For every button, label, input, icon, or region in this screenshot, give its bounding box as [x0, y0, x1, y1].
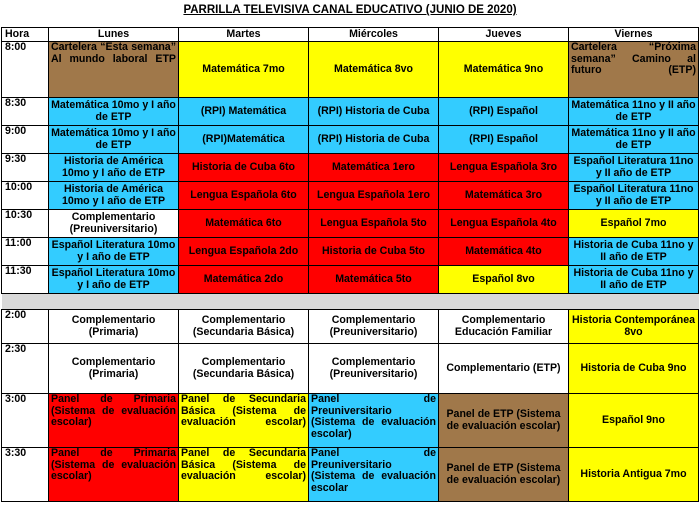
time-cell: 8:30 [2, 98, 49, 126]
program-cell-martes: (RPI)Matemática [179, 126, 309, 154]
program-cell-viernes: Historia de Cuba 11no y II año de ETP [569, 266, 699, 294]
schedule-table [1, 27, 699, 502]
schedule-row [2, 126, 699, 154]
program-cell-lunes: Panel de Primaria (Sistema de evaluación escolar) [49, 448, 179, 502]
program-cell-miercoles: Complementario (Preuniversitario) [309, 344, 439, 394]
schedule-row [2, 98, 699, 126]
program-cell-miercoles: Panel de Preuniversitario (Sistema de evaluación escolar) [309, 394, 439, 448]
header-viernes: Viernes [569, 28, 699, 42]
time-cell: 9:30 [2, 154, 49, 182]
program-cell-jueves: (RPI) Español [439, 126, 569, 154]
program-cell-lunes: Complementario (Primaria) [49, 344, 179, 394]
program-cell-lunes: Cartelera “Esta semana” Al mundo laboral ETP [49, 42, 179, 98]
schedule-row [2, 42, 699, 98]
program-cell-viernes: Español 7mo [569, 210, 699, 238]
program-cell-viernes: Historia Antigua 7mo [569, 448, 699, 502]
schedule-row [2, 182, 699, 210]
time-cell: 11:00 [2, 238, 49, 266]
schedule-row [2, 394, 699, 448]
header-martes: Martes [179, 28, 309, 42]
program-cell-miercoles: Panel de Preuniversitario (Sistema de evaluación escolar [309, 448, 439, 502]
program-cell-martes: Historia de Cuba 6to [179, 154, 309, 182]
program-cell-viernes: Historia de Cuba 9no [569, 344, 699, 394]
program-cell-martes: Matemática 2do [179, 266, 309, 294]
program-cell-jueves: Lengua Española 4to [439, 210, 569, 238]
program-cell-viernes: Matemática 11no y II año de ETP [569, 126, 699, 154]
program-cell-lunes: Matemática 10mo y I año de ETP [49, 98, 179, 126]
program-cell-jueves: Matemática 3ro [439, 182, 569, 210]
program-cell-lunes: Español Literatura 10mo y I año de ETP [49, 266, 179, 294]
header-jueves: Jueves [439, 28, 569, 42]
schedule-body [2, 42, 699, 502]
schedule-row [2, 210, 699, 238]
program-cell-martes: (RPI) Matemática [179, 98, 309, 126]
program-cell-jueves: Complementario Educación Familiar [439, 310, 569, 344]
break-separator [2, 294, 699, 310]
program-cell-jueves: Panel de ETP (Sistema de evaluación escolar) [439, 394, 569, 448]
program-cell-jueves: (RPI) Español [439, 98, 569, 126]
schedule-row [2, 310, 699, 344]
time-cell: 8:00 [2, 42, 49, 98]
program-cell-miercoles: Lengua Española 1ero [309, 182, 439, 210]
time-cell: 3:30 [2, 448, 49, 502]
time-cell: 2:30 [2, 344, 49, 394]
time-cell: 10:30 [2, 210, 49, 238]
program-cell-martes: Matemática 6to [179, 210, 309, 238]
schedule-row [2, 154, 699, 182]
program-cell-miercoles: Historia de Cuba 5to [309, 238, 439, 266]
program-cell-miercoles: (RPI) Historia de Cuba [309, 126, 439, 154]
program-cell-viernes: Español Literatura 11no y II año de ETP [569, 182, 699, 210]
program-cell-viernes: Historia de Cuba 11no y II año de ETP [569, 238, 699, 266]
program-cell-viernes: Cartelera “Próxima semana” Camino al futuro (ETP) [569, 42, 699, 98]
program-cell-martes: Panel de Secundaria Básica (Sistema de evaluación escolar) [179, 394, 309, 448]
program-cell-lunes: Panel de Primaria (Sistema de evaluación escolar) [49, 394, 179, 448]
separator-cell [2, 294, 699, 310]
program-cell-miercoles: Matemática 1ero [309, 154, 439, 182]
program-cell-lunes: Historia de América 10mo y I año de ETP [49, 154, 179, 182]
program-cell-miercoles: Matemática 5to [309, 266, 439, 294]
program-cell-miercoles: Matemática 8vo [309, 42, 439, 98]
schedule-row [2, 238, 699, 266]
schedule-row [2, 266, 699, 294]
program-cell-viernes: Español Literatura 11no y II año de ETP [569, 154, 699, 182]
program-cell-viernes: Matemática 11no y II año de ETP [569, 98, 699, 126]
header-lunes: Lunes [49, 28, 179, 42]
time-cell: 10:00 [2, 182, 49, 210]
time-cell: 11:30 [2, 266, 49, 294]
program-cell-martes: Complementario (Secundaria Básica) [179, 310, 309, 344]
schedule-row [2, 344, 699, 394]
schedule-title: PARRILLA TELEVISIVA CANAL EDUCATIVO (JUNIO DE 2020) [183, 4, 517, 16]
program-cell-miercoles: (RPI) Historia de Cuba [309, 98, 439, 126]
program-cell-jueves: Español 8vo [439, 266, 569, 294]
program-cell-viernes: Historia Contemporánea 8vo [569, 310, 699, 344]
program-cell-miercoles: Lengua Española 5to [309, 210, 439, 238]
program-cell-martes: Panel de Secundaria Básica (Sistema de evaluación escolar) [179, 448, 309, 502]
program-cell-lunes: Complementario (Preuniversitario) [49, 210, 179, 238]
time-cell: 2:00 [2, 310, 49, 344]
program-cell-jueves: Lengua Española 3ro [439, 154, 569, 182]
program-cell-martes: Complementario (Secundaria Básica) [179, 344, 309, 394]
schedule-row [2, 448, 699, 502]
header-miercoles: Miércoles [309, 28, 439, 42]
program-cell-martes: Lengua Española 2do [179, 238, 309, 266]
program-cell-jueves: Panel de ETP (Sistema de evaluación escolar) [439, 448, 569, 502]
program-cell-martes: Lengua Española 6to [179, 182, 309, 210]
program-cell-jueves: Complementario (ETP) [439, 344, 569, 394]
program-cell-lunes: Español Literatura 10mo y I año de ETP [49, 238, 179, 266]
time-cell: 3:00 [2, 394, 49, 448]
program-cell-jueves: Matemática 9no [439, 42, 569, 98]
program-cell-viernes: Español 9no [569, 394, 699, 448]
program-cell-miercoles: Complementario (Preuniversitario) [309, 310, 439, 344]
header-hora: Hora [2, 28, 49, 42]
header-row [2, 28, 699, 42]
program-cell-lunes: Matemática 10mo y I año de ETP [49, 126, 179, 154]
program-cell-lunes: Historia de América 10mo y I año de ETP [49, 182, 179, 210]
time-cell: 9:00 [2, 126, 49, 154]
program-cell-jueves: Matemática 4to [439, 238, 569, 266]
program-cell-martes: Matemática 7mo [179, 42, 309, 98]
program-cell-lunes: Complementario (Primaria) [49, 310, 179, 344]
